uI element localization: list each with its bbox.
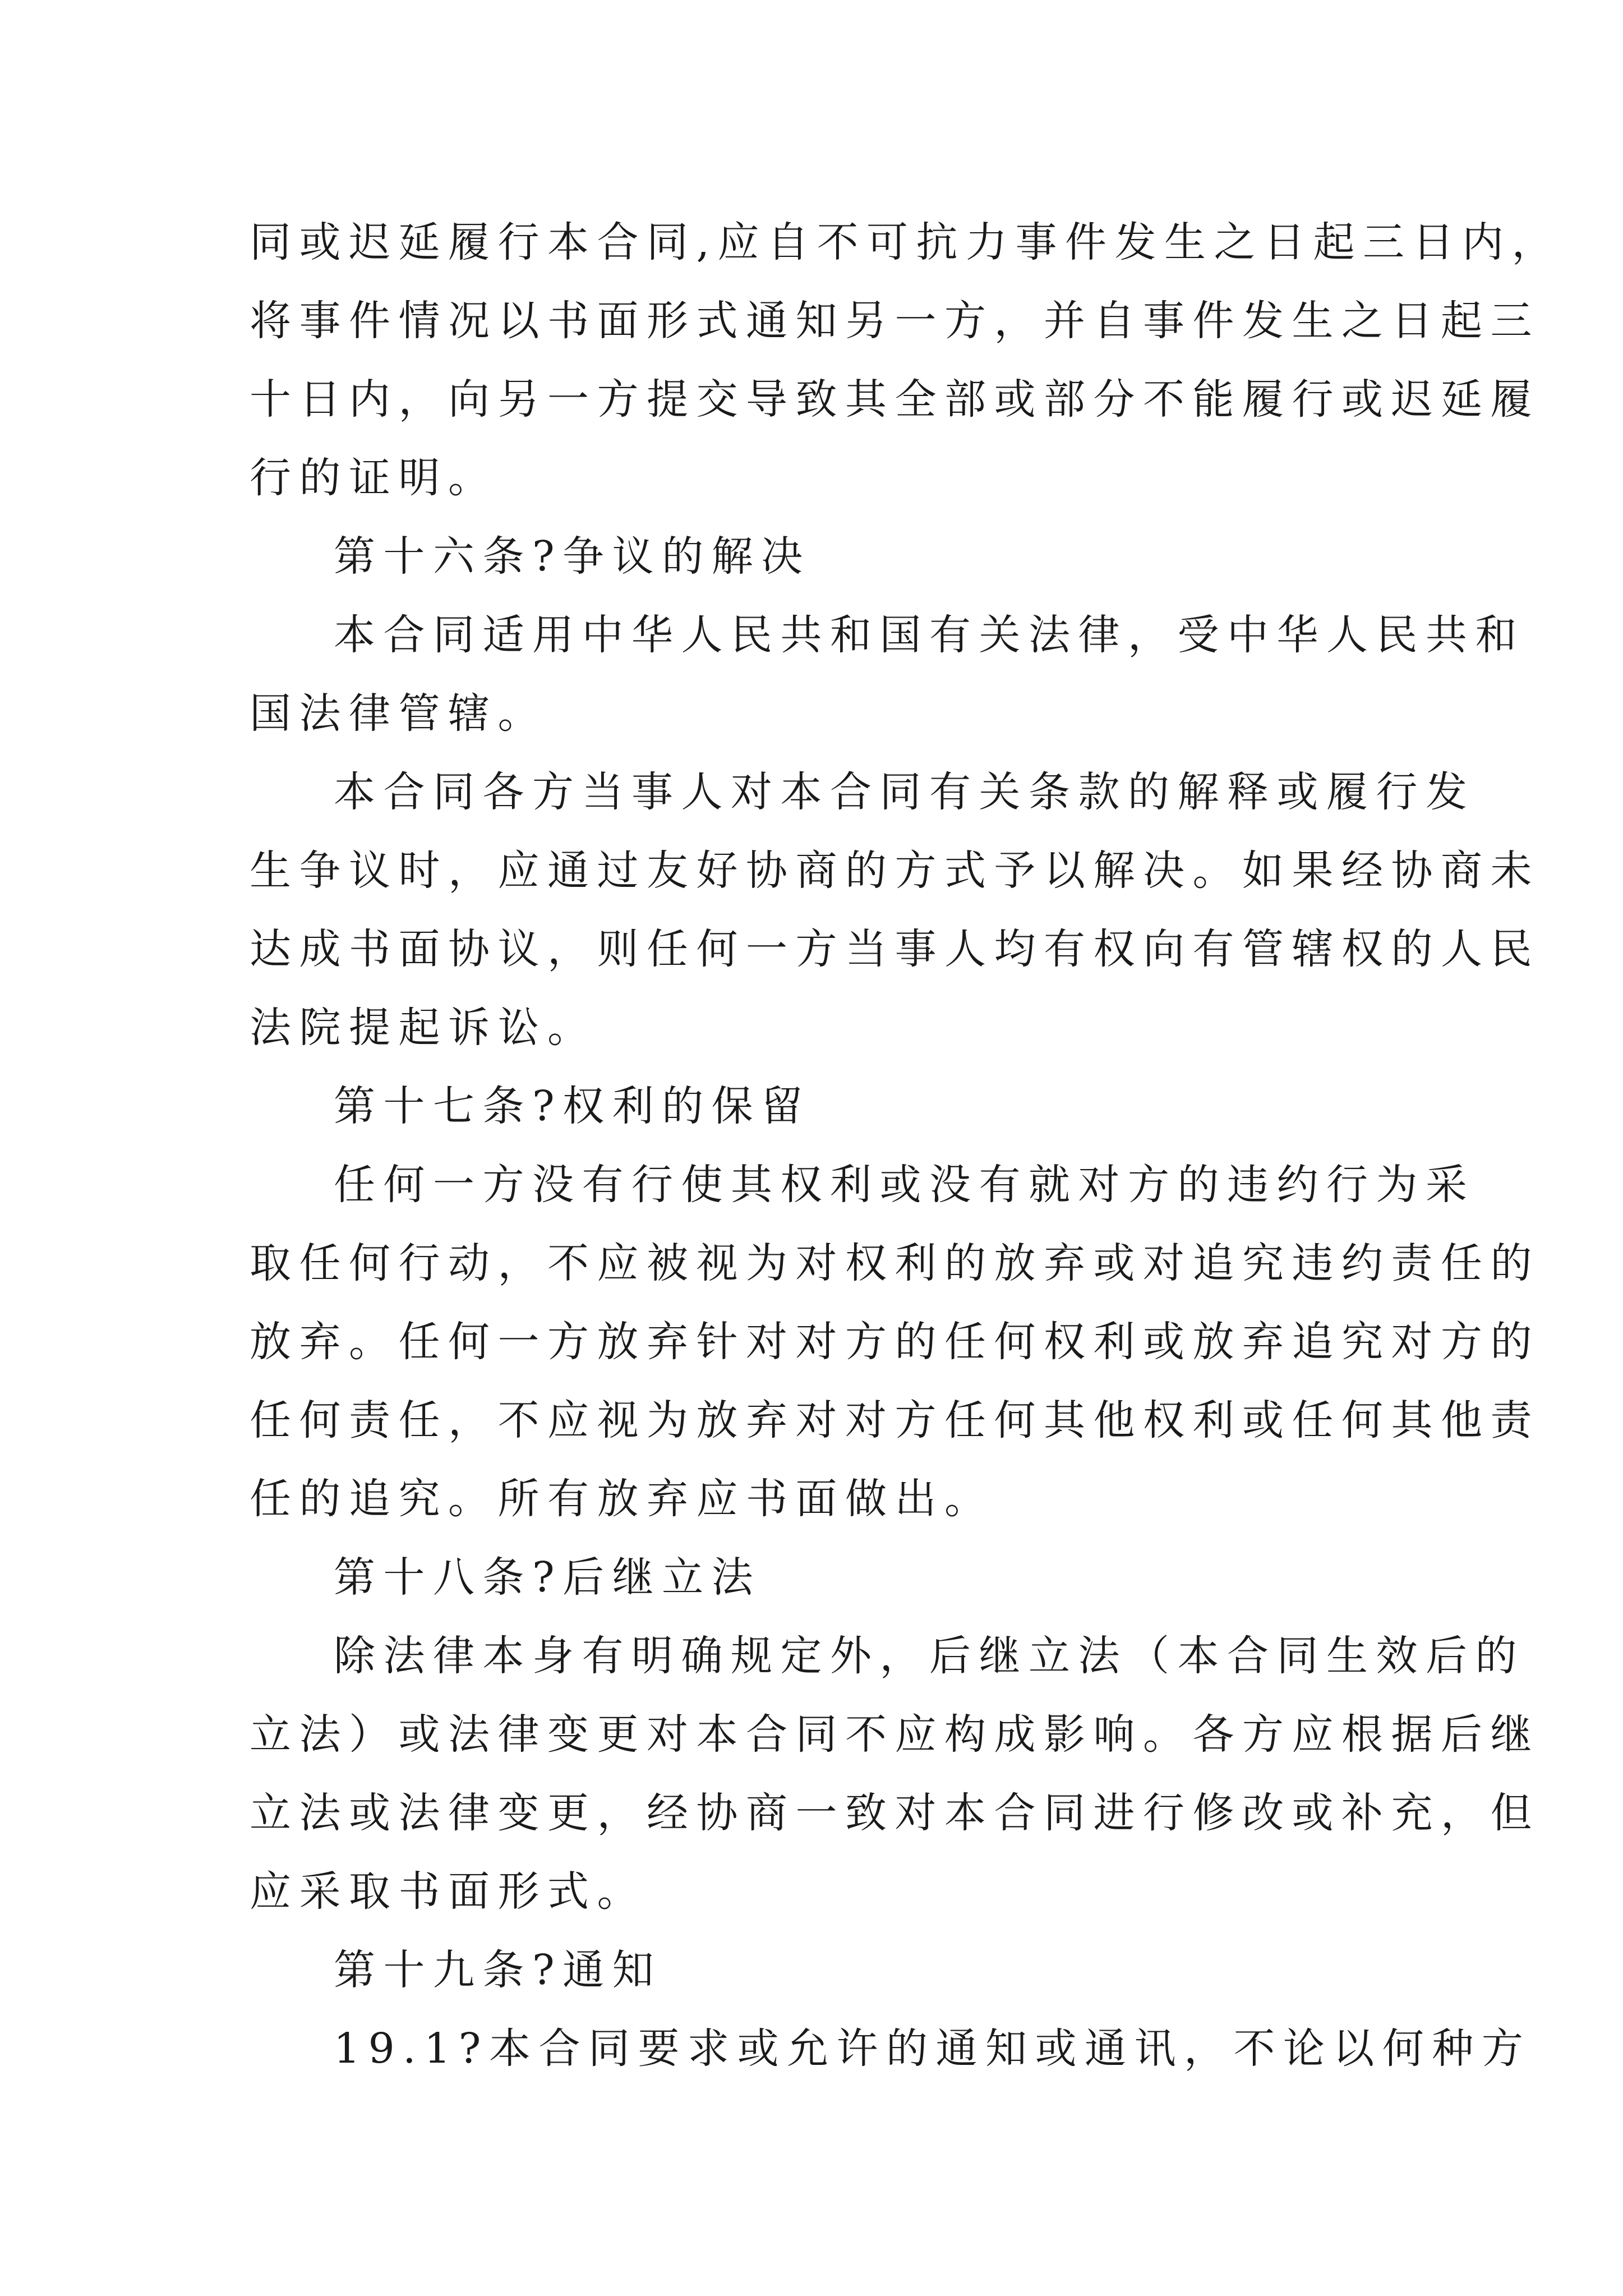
text-line: 除法律本身有明确规定外，后继立法（本合同生效后的 [334, 1632, 1525, 1680]
text-line: 第十九条?通知 [334, 1946, 662, 1994]
text-line: 应采取书面形式。 [250, 1867, 647, 1916]
text-line: 达成书面协议，则任何一方当事人均有权向有管辖权的人民 [250, 925, 1540, 973]
text-line: 第十七条?权利的保留 [334, 1082, 811, 1130]
text-line: 行的证明。 [250, 454, 498, 502]
text-line: 19.1?本合同要求或允许的通知或通讯，不论以何种方 [334, 2024, 1532, 2073]
text-line: 取任何行动，不应被视为对权利的放弃或对追究违约责任的 [250, 1239, 1540, 1287]
text-line: 第十八条?后继立法 [334, 1553, 762, 1602]
text-line: 将事件情况以书面形式通知另一方，并自事件发生之日起三 [250, 297, 1540, 345]
text-line: 任何责任，不应视为放弃对对方任何其他权利或任何其他责 [250, 1396, 1540, 1444]
text-line: 放弃。任何一方放弃针对对方的任何权利或放弃追究对方的 [250, 1318, 1540, 1366]
text-line: 任何一方没有行使其权利或没有就对方的违约行为采 [334, 1161, 1476, 1209]
text-line: 生争议时，应通过友好协商的方式予以解决。如果经协商未 [250, 846, 1540, 895]
text-line: 任的追究。所有放弃应书面做出。 [250, 1475, 994, 1523]
text-line: 法院提起诉讼。 [250, 1004, 597, 1052]
text-line: 同或迟延履行本合同,应自不可抗力事件发生之日起三日内， [250, 218, 1562, 266]
text-line: 本合同适用中华人民共和国有关法律，受中华人民共和 [334, 611, 1525, 659]
text-line: 十日内，向另一方提交导致其全部或部分不能履行或迟延履 [250, 375, 1540, 424]
document-body [250, 203, 1562, 2088]
text-line: 立法或法律变更，经协商一致对本合同进行修改或补充，但 [250, 1789, 1540, 1837]
text-line: 国法律管辖。 [250, 689, 547, 738]
text-line: 第十六条?争议的解决 [334, 532, 811, 581]
text-line: 本合同各方当事人对本合同有关条款的解释或履行发 [334, 768, 1476, 816]
text-line: 立法）或法律变更对本合同不应构成影响。各方应根据后继 [250, 1710, 1540, 1759]
